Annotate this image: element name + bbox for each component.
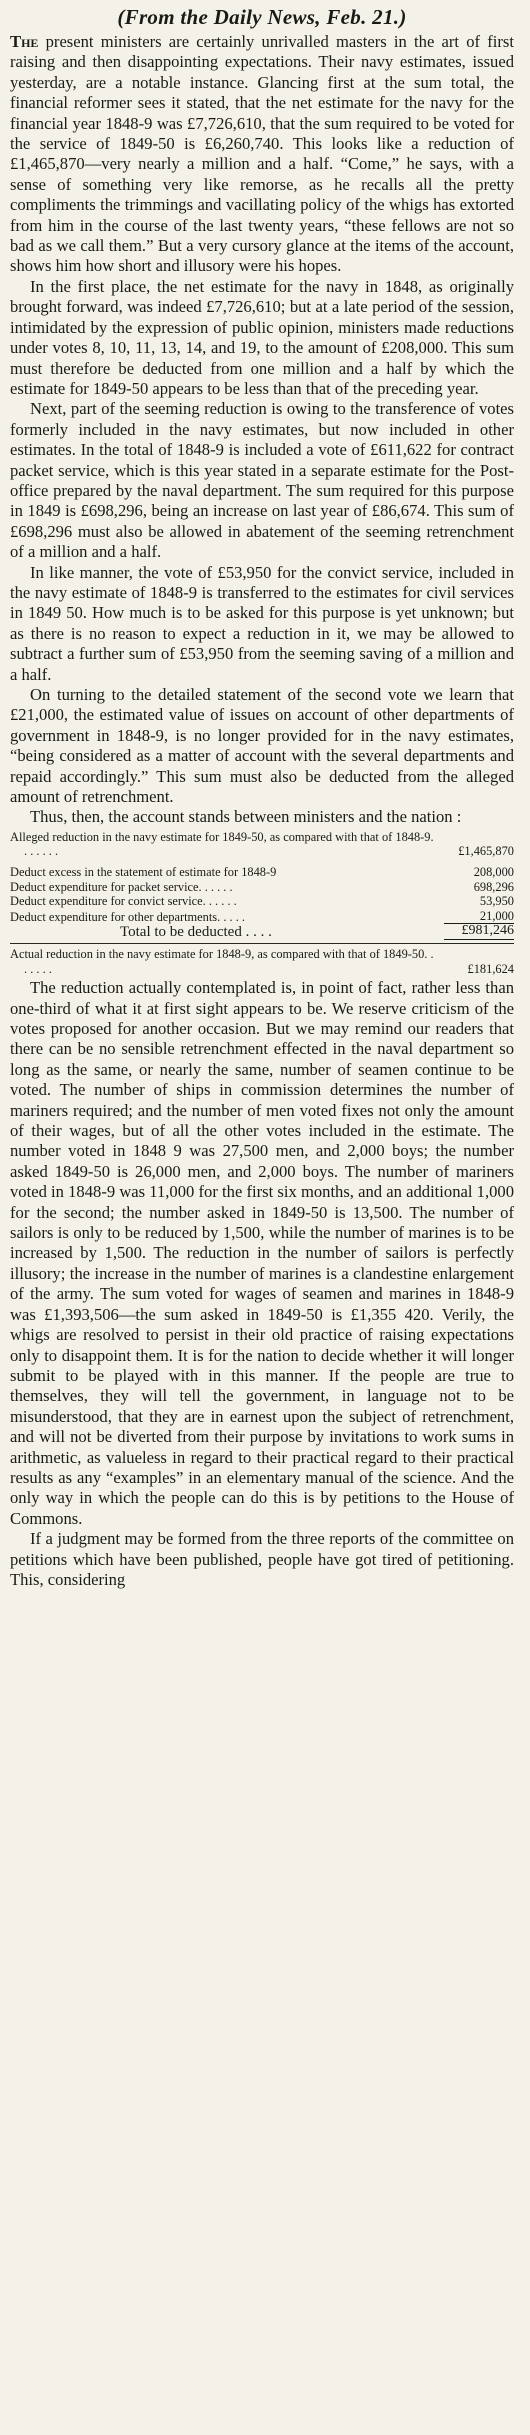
actual-amount: £181,624 xyxy=(467,961,514,976)
actual-label: Actual reduction in the navy estimate for 1848-9, as compared with that of 1849-50. . . . . . . xyxy=(10,947,434,976)
deduction-amount: 53,950 xyxy=(479,894,514,909)
deduction-row xyxy=(10,880,514,895)
deduction-label: Deduct excess in the statement of estimate for 1848-9 xyxy=(10,865,277,880)
deduction-label: Deduct expenditure for packet service. . . . . . xyxy=(10,879,233,894)
alleged-amount: £1,465,870 xyxy=(458,844,514,859)
deduction-label: Deduct expenditure for other departments. . . . . xyxy=(10,909,245,924)
paragraph-5: On turning to the detailed statement of the second vote we learn that £21,000, the estimated value of issues on account of other departments of government in 1848-9, is no longer provided for in the navy estimates, “being considered as a matter of account with the several departments and repaid accordingly.” This sum must also be deducted from the alleged amount of retrenchment. xyxy=(10,685,514,807)
source-heading: (From the Daily News, Feb. 21.) xyxy=(117,5,407,29)
deduction-row xyxy=(10,894,514,909)
actual-row xyxy=(10,947,514,976)
paragraph-2: In the first place, the net estimate for the navy in 1848, as originally brought forward, was indeed £7,726,610; but at a late period of the session, intimidated by the expression of public opinion, ministers made reductions under votes 8, 10, 11, 13, 14, and 19, to the amount of £208,000. This sum must therefore be deducted from one million and a half by which the estimate for 1849-50 appears to be less than that of the preceding year. xyxy=(10,276,514,398)
paragraph-1 xyxy=(10,32,514,277)
deduction-row xyxy=(10,865,514,880)
paragraph-6: Thus, then, the account stands between ministers and the nation : xyxy=(30,807,462,827)
account-table xyxy=(10,830,514,976)
deduction-row xyxy=(10,909,514,925)
lead-word: The xyxy=(10,32,39,51)
total-amount: £981,246 xyxy=(444,924,514,940)
paragraph-text: present ministers are certainly unrivalled masters in the art of first raising and then disappointing expectations. Their navy estimates, issued yesterday, are a notable instance. Glancing first at the sum total, the financial reformer sees it stated, that the net estimate for the navy for the financial year 1848-9 was £7,726,610, that the sum required to be voted for the service of 1849-50 is £6,260,740. This looks like a reduction of £1,465,870—very nearly a million and a half. “Come,” he says, with a sense of something very like remorse, as he recalls all the pretty compliments the trimmings and vacillating policy of the whigs has extorted from him in the course of the last twenty years, “these fellows are not so bad as we call them.” But a very cursory glance at the items of the account, shows him how short and illusory were his hopes. xyxy=(10,32,514,276)
deduction-amount: 698,296 xyxy=(473,879,514,894)
total-row xyxy=(10,924,514,940)
alleged-row xyxy=(10,830,514,859)
paragraph-8: If a judgment may be formed from the three reports of the committee on petitions which have been published, people have got tired of petitioning. This, considering xyxy=(10,1529,514,1589)
divider xyxy=(10,943,514,944)
alleged-label: Alleged reduction in the navy estimate for 1849-50, as compared with that of 1848-9. . . . . . . xyxy=(10,829,434,859)
paragraph-3: Next, part of the seeming reduction is owing to the transference of votes formerly included in the navy estimates, but now included in other estimates. In the total of 1848-9 is included a vote of £611,622 for contract packet service, which is this year stated in a separate estimate for the Post-office prepared by the naval department. The sum required for this purpose in 1849 is £698,296, being an increase on last year of £86,674. This sum of £698,296 must also be allowed in abatement of the seeming retrenchment of a million and a half. xyxy=(10,399,514,562)
total-label: Total to be deducted . . . . xyxy=(120,924,272,941)
deduction-label: Deduct expenditure for convict service. . . . . . xyxy=(10,894,237,909)
deduction-amount: 208,000 xyxy=(473,865,514,880)
paragraph-4: In like manner, the vote of £53,950 for the convict service, included in the navy estimate of 1848-9 is transferred to the estimates for civil services in 1849 50. How much is to be asked for this purpose is yet unknown; but as there is no reason to expect a reduction in it, we may be allowed to subtract a further sum of £53,950 from the seeming saving of a million and a half. xyxy=(10,562,514,684)
deduction-amount: 21,000 xyxy=(444,909,514,925)
paragraph-7: The reduction actually contemplated is, in point of fact, rather less than one-third of what it at first sight appears to be. We reserve criticism of the votes proposed for another occasion. But we may remind our readers that there can be no sensible retrenchment effected in the naval department so long as the same, or nearly the same, number of seamen continue to be voted. The number of ships in commission determines the number of mariners required; and the number of men voted fixes not only the amount of their wages, but of all the other votes included in the estimate. The number voted in 1848 9 was 27,500 men, and 2,000 boys; the number asked 1849-50 is 26,000 men, and 2,000 boys. The number of mariners voted in 1848-9 was 11,000 for the first six months, and an additional 1,000 for the second; the number asked in 1849-50 is 13,500. The number of sailors is only to be reduced by 1,500, while the number of marines is to be increased by 1,500. The reduction in the number of sailors is perfectly illusory; the increase in the number of marines is a clandestine enlargement of the army. The sum voted for wages of seamen and marines in 1848-9 was £1,393,506—the sum asked in 1849-50 is £1,355 420. Verily, the whigs are resolved to persist in their old practice of raising expectations only to disappoint them. It is for the nation to decide whether it will longer submit to be played with in this manner. If the people are true to themselves, they will tell the government, in language not to be misunderstood, that they are in earnest upon the subject of retrenchment, and will not be diverted from their purpose by invitations to work sums in arithmetic, as valueless in regard to their practical regard to their practical results as any “examples” in an elementary manual of the science. And the only way in which the people can do this is by petitions to the House of Commons. xyxy=(10,978,514,1528)
